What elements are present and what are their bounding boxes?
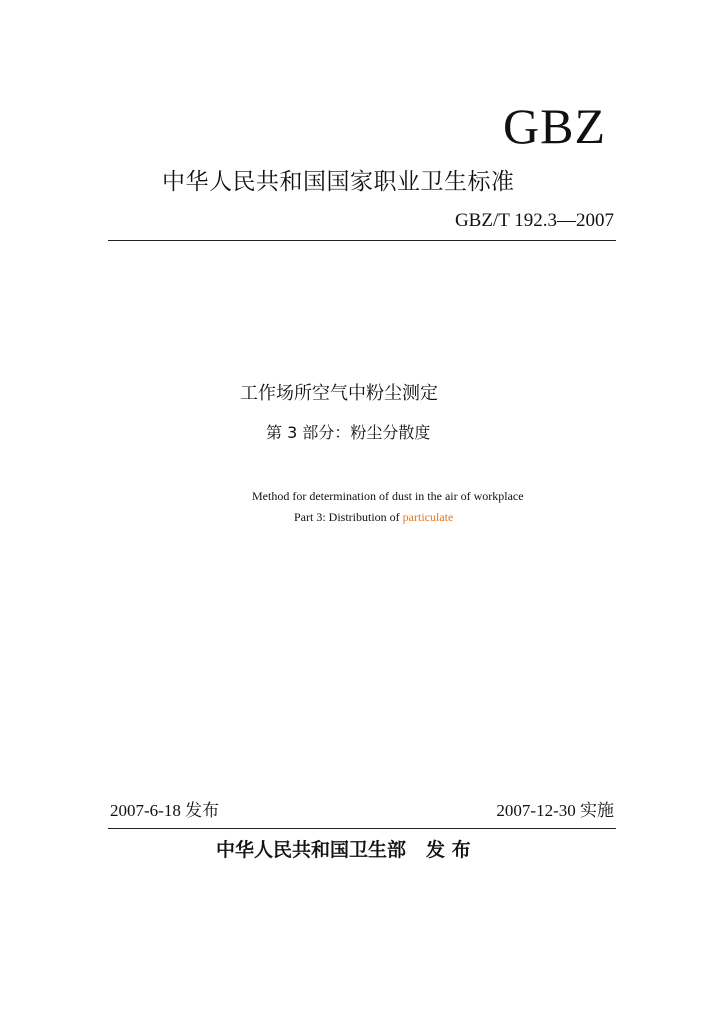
standard-code: GBZ	[503, 98, 606, 154]
document-title-en: Method for determination of dust in the air of workplace	[252, 489, 524, 503]
footer-divider	[108, 828, 616, 829]
highlighted-word: particulate	[402, 510, 454, 524]
document-subtitle-en-prefix: Part 3: Distribution of	[294, 510, 403, 524]
implementation-date: 2007-12-30 实施	[496, 801, 614, 820]
issuer-action: 发 布	[426, 839, 471, 861]
issue-date: 2007-6-18 发布	[110, 801, 220, 820]
issuing-authority	[216, 835, 471, 865]
document-title-zh: 工作场所空气中粉尘测定	[240, 383, 438, 404]
document-subtitle-en	[294, 509, 453, 525]
standard-number: GBZ/T 192.3—2007	[454, 210, 614, 231]
national-standard-title: 中华人民共和国国家职业卫生标准	[162, 169, 515, 195]
issuer-name: 中华人民共和国卫生部	[216, 839, 407, 861]
header-divider	[108, 240, 616, 241]
document-subtitle-zh: 第 3 部分：粉尘分散度	[266, 423, 431, 442]
